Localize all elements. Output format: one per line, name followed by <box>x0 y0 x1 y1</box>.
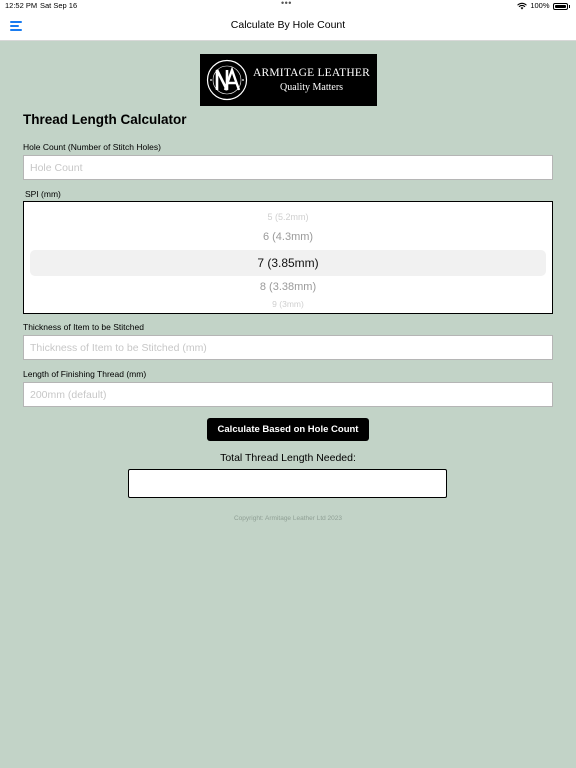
hole-count-label: Hole Count (Number of Stitch Holes) <box>23 142 161 152</box>
spi-label: SPI (mm) <box>25 189 61 199</box>
thickness-input[interactable] <box>23 335 553 360</box>
page-title: Calculate By Hole Count <box>230 19 346 31</box>
copyright-text: Copyright: Armitage Leather Ltd 2023 <box>233 515 343 522</box>
logo-text-tagline: Quality Matters <box>280 82 344 93</box>
calculate-button[interactable]: Calculate Based on Hole Count <box>207 418 369 441</box>
battery-tip <box>569 5 571 8</box>
hole-count-input[interactable] <box>23 155 553 180</box>
battery-icon <box>553 3 568 10</box>
logo-seal-icon <box>206 59 248 101</box>
picker-option[interactable]: 6 (4.3mm) <box>262 231 314 243</box>
result-output <box>128 469 447 498</box>
status-date: Sat Sep 16 <box>40 1 78 10</box>
thickness-label: Thickness of Item to be Stitched <box>23 322 144 332</box>
result-label: Total Thread Length Needed: <box>220 452 356 464</box>
status-indicators <box>517 0 570 12</box>
status-bar <box>0 0 576 12</box>
spi-picker[interactable] <box>23 201 553 314</box>
navigation-bar <box>0 12 576 41</box>
finishing-thread-input[interactable] <box>23 382 553 407</box>
wifi-icon <box>517 2 527 10</box>
picker-option-selected[interactable]: 7 (3.85mm) <box>257 256 319 270</box>
armitage-leather-logo <box>200 54 377 106</box>
picker-option[interactable]: 9 (3mm) <box>272 299 304 309</box>
status-time: 12:52 PM <box>5 1 38 10</box>
logo-text-brand: ARMITAGE LEATHER <box>253 67 370 79</box>
multitasking-dots[interactable]: ••• <box>281 0 292 8</box>
calculator-heading: Thread Length Calculator <box>23 112 187 127</box>
picker-option[interactable]: 5 (5.2mm) <box>267 212 309 222</box>
battery-percent: 100% <box>530 1 550 10</box>
picker-option[interactable]: 8 (3.38mm) <box>259 281 317 293</box>
finishing-thread-label: Length of Finishing Thread (mm) <box>23 369 147 379</box>
